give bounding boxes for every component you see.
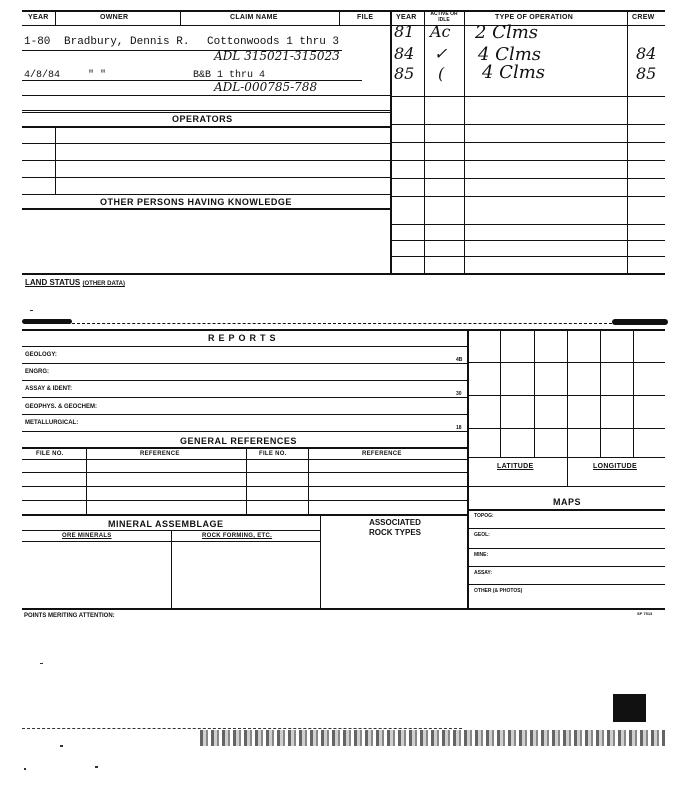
right-row-line <box>390 96 665 97</box>
grid-h <box>467 395 665 396</box>
scan-dot <box>30 310 33 311</box>
grid-v <box>600 329 601 457</box>
col-line <box>55 10 56 26</box>
operators-row-line <box>22 160 390 161</box>
form-number: SP 7513 <box>637 611 653 616</box>
bottom-border <box>22 608 665 610</box>
operators-top-line <box>22 112 390 113</box>
scan-dot <box>24 768 26 770</box>
maps-row-line <box>467 528 665 529</box>
report-geology: GEOLOGY: <box>25 352 57 358</box>
mineral-assemblage-title: MINERAL ASSEMBLAGE <box>108 519 224 529</box>
header-bottom-line <box>22 25 665 26</box>
report-engrg: ENGRG: <box>25 369 49 375</box>
operators-title: OPERATORS <box>172 114 233 124</box>
maps-row-line <box>467 584 665 585</box>
reports-right-border <box>467 329 469 609</box>
right-row-line <box>390 178 665 179</box>
longitude-label: LONGITUDE <box>593 463 637 470</box>
rock-forming-header: ROCK FORMING, ETC. <box>202 533 273 539</box>
scan-artifact-band <box>200 730 665 746</box>
row1-claim-name: Cottonwoods 1 thru 3 <box>207 36 340 48</box>
maps-title: MAPS <box>553 497 582 507</box>
row-line <box>22 95 390 96</box>
right-row-line <box>390 256 665 257</box>
operators-row-line <box>22 194 390 195</box>
gr-col-line <box>246 447 247 515</box>
top-section-bottom <box>22 273 665 275</box>
map-other: OTHER (& PHOTOS) <box>474 588 523 594</box>
mineral-col-line <box>320 514 321 609</box>
col-line <box>339 10 340 26</box>
maps-line <box>467 509 665 511</box>
col-line <box>180 10 181 26</box>
activity-operation-2: 4 Clms <box>478 44 542 65</box>
points-meriting-attention: POINTS MERITING ATTENTION: <box>24 613 115 619</box>
maps-row-line <box>467 548 665 549</box>
gr-header-file-2: FILE NO. <box>259 451 287 457</box>
row1-year: 1-80 <box>24 36 51 48</box>
row1-adl-note: ADL 315021-315023 <box>214 49 340 63</box>
dash-line <box>72 323 612 324</box>
scan-artifact-square <box>613 694 646 722</box>
grid-h <box>467 362 665 363</box>
land-status-title: LAND STATUS <box>25 278 81 287</box>
latitude-label: LATITUDE <box>497 463 534 470</box>
gr-col-line <box>86 447 87 515</box>
right-row-line <box>390 124 665 125</box>
report-num-metallurgical: 18 <box>456 425 462 431</box>
row1-owner: Bradbury, Dennis R. <box>64 36 190 48</box>
scan-artifact-line <box>22 728 462 729</box>
operators-col-line <box>55 127 56 195</box>
gr-header-ref-2: REFERENCE <box>362 451 402 457</box>
grid-h <box>467 486 665 487</box>
top-border <box>22 10 665 12</box>
scan-dot <box>40 663 43 664</box>
header-year: YEAR <box>28 14 49 21</box>
right-row-line <box>390 160 665 161</box>
maps-row-line <box>467 566 665 567</box>
gr-header-ref-1: REFERENCE <box>140 451 180 457</box>
row2-year: 4/8/84 <box>24 70 61 81</box>
activity-year-1: 81 <box>394 22 415 41</box>
associated-label-2: ROCK TYPES <box>368 528 421 537</box>
reports-title-line <box>22 346 467 347</box>
report-num-geology: 4B <box>456 357 463 363</box>
row2-owner: " " <box>88 70 107 81</box>
gr-row-line <box>22 500 467 501</box>
other-persons-line <box>22 208 390 210</box>
scan-mark <box>612 319 668 325</box>
report-geophys: GEOPHYS. & GEOCHEM: <box>25 404 98 410</box>
report-assay: ASSAY & IDENT: <box>25 386 73 392</box>
row-line <box>22 110 390 111</box>
scan-dot <box>95 766 98 768</box>
header-crew: CREW <box>632 14 655 21</box>
other-persons-title: OTHER PERSONS HAVING KNOWLEDGE <box>100 197 292 207</box>
associated-label-1: ASSOCIATED <box>369 518 421 527</box>
report-line <box>22 431 467 432</box>
gr-header-file-1: FILE NO. <box>36 451 64 457</box>
grid-v <box>534 329 535 457</box>
map-topog: TOPOG: <box>474 513 494 519</box>
gr-row-line <box>22 459 467 460</box>
ore-minerals-header: ORE MINERALS <box>62 533 112 539</box>
report-line <box>22 397 467 398</box>
report-line <box>22 414 467 415</box>
row2-claim-name: B&B 1 thru 4 <box>193 70 266 81</box>
report-line <box>22 380 467 381</box>
scan-mark <box>22 319 72 324</box>
activity-crew-2: 84 <box>636 44 657 63</box>
header-type-of-operation: TYPE OF OPERATION <box>495 14 574 21</box>
header-file: FILE <box>357 14 374 21</box>
map-mine: MINE: <box>474 552 489 558</box>
grid-v <box>500 329 501 457</box>
row2-adl-note: ADL-000785-788 <box>214 80 318 94</box>
operators-row-line <box>22 177 390 178</box>
activity-operation-3: 4 Clms <box>482 62 546 83</box>
grid-h <box>467 457 665 458</box>
general-references-title: GENERAL REFERENCES <box>180 436 297 446</box>
gr-col-line <box>308 447 309 515</box>
report-line <box>22 363 467 364</box>
right-row-line <box>390 240 665 241</box>
activity-active-2: ✓ <box>434 44 448 63</box>
gr-row-line <box>22 472 467 473</box>
map-geol: GEOL: <box>474 532 490 538</box>
gr-bottom <box>22 514 467 516</box>
report-num-assay: 30 <box>456 391 462 397</box>
map-assay: ASSAY: <box>474 570 493 576</box>
land-status-note: (OTHER DATA) <box>82 281 125 287</box>
grid-v <box>567 329 568 486</box>
header-year-2: YEAR <box>396 14 417 21</box>
activity-crew-3: 85 <box>636 64 657 83</box>
right-row-line <box>390 196 665 197</box>
scan-dot <box>60 745 63 747</box>
general-references-line <box>22 447 467 449</box>
mineral-col-line <box>171 530 172 609</box>
grid-v <box>633 329 634 457</box>
right-row-line <box>390 224 665 225</box>
reports-top <box>22 329 665 331</box>
activity-active-1: Ac <box>430 22 451 41</box>
reports-title: REPORTS <box>208 333 280 343</box>
header-active-or-idle: ACTIVE OR IDLE <box>430 11 458 23</box>
gr-row-line <box>22 486 467 487</box>
activity-year-3: 85 <box>394 64 415 83</box>
header-claim-name: CLAIM NAME <box>230 14 278 21</box>
operators-header-line <box>22 126 390 128</box>
right-row-line <box>390 142 665 143</box>
activity-operation-1: 2 Clms <box>475 22 539 43</box>
operators-row-line <box>22 143 390 144</box>
activity-active-3: ( <box>438 64 445 83</box>
report-metallurgical: METALLURGICAL: <box>25 420 79 426</box>
land-status-label <box>25 278 125 287</box>
activity-year-2: 84 <box>394 44 415 63</box>
header-owner: OWNER <box>100 14 129 21</box>
grid-h <box>467 428 665 429</box>
